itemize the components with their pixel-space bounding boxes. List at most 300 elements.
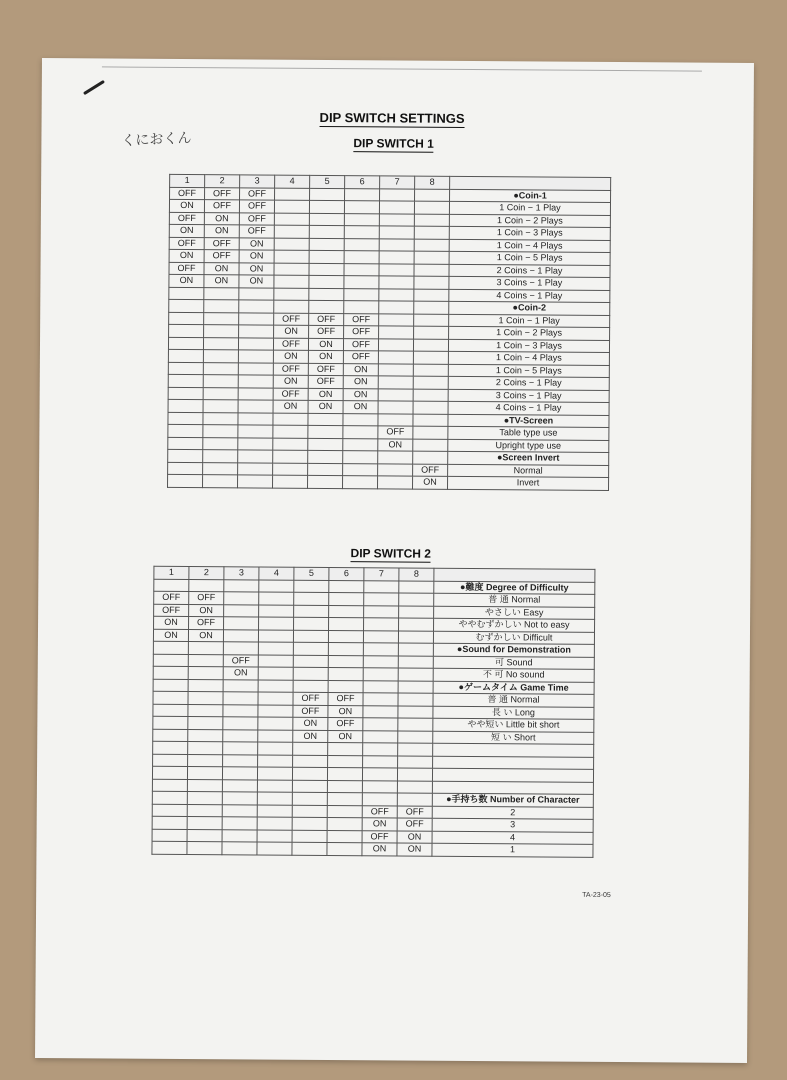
switch-cell xyxy=(398,706,433,719)
switch-cell xyxy=(292,842,327,855)
switch-cell xyxy=(328,755,363,768)
switch-cell xyxy=(398,631,433,644)
switch-cell xyxy=(308,425,343,438)
switch-cell xyxy=(168,374,203,387)
switch-cell: OFF xyxy=(293,692,328,705)
switch-cell xyxy=(152,766,187,779)
switch-cell xyxy=(224,592,259,605)
switch-cell: ON xyxy=(189,604,224,617)
switch-cell xyxy=(273,475,308,488)
switch-cell xyxy=(168,387,203,400)
switch-cell xyxy=(188,654,223,667)
switch-cell xyxy=(154,579,189,592)
switch-cell xyxy=(292,767,327,780)
switch-cell xyxy=(364,580,399,593)
setting-option: 1 Coin − 1 Play xyxy=(449,201,610,215)
switch-cell: ON xyxy=(204,262,239,275)
sw1-switch-number: 7 xyxy=(380,176,415,189)
switch-cell xyxy=(364,605,399,618)
switch-cell xyxy=(378,388,413,401)
sw1-switch-number: 4 xyxy=(275,175,310,188)
switch-cell xyxy=(169,287,204,300)
switch-cell xyxy=(238,425,273,438)
switch-cell xyxy=(398,693,433,706)
switch-cell xyxy=(294,605,329,618)
switch-cell xyxy=(327,843,362,856)
switch-cell xyxy=(239,325,274,338)
switch-cell xyxy=(258,742,293,755)
switch-cell xyxy=(413,439,448,452)
switch-cell xyxy=(238,400,273,413)
switch-cell: ON xyxy=(169,199,204,212)
switch-cell: ON xyxy=(308,388,343,401)
switch-cell xyxy=(327,780,362,793)
switch-cell xyxy=(203,350,238,363)
switch-cell xyxy=(344,213,379,226)
switch-cell xyxy=(413,426,448,439)
switch-cell: ON xyxy=(239,262,274,275)
switch-cell xyxy=(414,251,449,264)
setting-option: Normal xyxy=(448,464,609,478)
setting-option: やさしい Easy xyxy=(434,606,595,620)
switch-cell: OFF xyxy=(274,313,309,326)
switch-cell: OFF xyxy=(293,705,328,718)
sw2-description-header xyxy=(434,568,595,582)
switch-cell xyxy=(152,779,187,792)
switch-cell xyxy=(238,412,273,425)
top-rule xyxy=(102,66,702,71)
setting-heading: ●手持ち数 Number of Character xyxy=(432,793,593,807)
switch-cell xyxy=(328,643,363,656)
switch-cell xyxy=(275,188,310,201)
switch-cell xyxy=(413,339,448,352)
switch-cell xyxy=(344,238,379,251)
setting-option: Table type use xyxy=(448,426,609,440)
switch-cell: OFF xyxy=(362,830,397,843)
switch-cell xyxy=(414,314,449,327)
switch-cell xyxy=(238,387,273,400)
switch-cell xyxy=(223,717,258,730)
switch-cell xyxy=(413,364,448,377)
switch-cell: OFF xyxy=(205,187,240,200)
sw1-switch-number: 5 xyxy=(310,175,345,188)
switch-cell: OFF xyxy=(169,212,204,225)
switch-cell xyxy=(362,780,397,793)
switch-cell xyxy=(378,476,413,489)
switch-cell xyxy=(257,805,292,818)
switch-cell xyxy=(203,337,238,350)
switch-cell xyxy=(292,792,327,805)
switch-cell: OFF xyxy=(154,591,189,604)
switch-cell xyxy=(293,680,328,693)
switch-cell: OFF xyxy=(273,388,308,401)
switch-cell: ON xyxy=(239,237,274,250)
switch-cell xyxy=(169,299,204,312)
switch-cell xyxy=(152,841,187,854)
switch-cell xyxy=(413,389,448,402)
switch-cell: OFF xyxy=(309,325,344,338)
sw2-switch-number: 1 xyxy=(154,566,189,579)
switch-cell xyxy=(152,816,187,829)
switch-cell xyxy=(223,742,258,755)
switch-cell xyxy=(257,830,292,843)
switch-cell xyxy=(413,401,448,414)
switch-cell: OFF xyxy=(308,375,343,388)
setting-option: 1 Coin − 5 Plays xyxy=(449,251,610,265)
switch-cell xyxy=(397,780,432,793)
switch-cell xyxy=(187,792,222,805)
switch-cell xyxy=(328,680,363,693)
switch-cell xyxy=(329,580,364,593)
setting-heading: ●Coin-2 xyxy=(449,301,610,315)
setting-heading: ●難度 Degree of Difficulty xyxy=(434,581,595,595)
switch-cell xyxy=(344,276,379,289)
switch-cell xyxy=(222,792,257,805)
switch-cell xyxy=(379,213,414,226)
sw1-switch-number: 1 xyxy=(170,174,205,187)
switch-cell xyxy=(379,201,414,214)
switch-cell: OFF xyxy=(344,326,379,339)
switch-cell xyxy=(153,716,188,729)
switch-cell xyxy=(204,287,239,300)
switch-cell xyxy=(343,413,378,426)
setting-heading: ●Screen Invert xyxy=(448,451,609,465)
switch-cell xyxy=(258,667,293,680)
switch-cell xyxy=(274,275,309,288)
switch-cell: OFF xyxy=(170,187,205,200)
switch-cell xyxy=(168,412,203,425)
switch-cell xyxy=(380,188,415,201)
switch-cell xyxy=(309,238,344,251)
switch-cell xyxy=(329,605,364,618)
switch-cell xyxy=(327,818,362,831)
switch-cell xyxy=(222,829,257,842)
switch-cell xyxy=(238,475,273,488)
switch-cell xyxy=(414,289,449,302)
switch-cell: ON xyxy=(343,376,378,389)
switch-cell xyxy=(364,593,399,606)
switch-cell xyxy=(308,413,343,426)
switch-cell xyxy=(398,681,433,694)
switch-cell xyxy=(203,475,238,488)
switch-cell xyxy=(238,375,273,388)
switch-cell xyxy=(238,450,273,463)
switch-cell xyxy=(415,189,450,202)
switch-cell xyxy=(222,842,257,855)
switch-cell xyxy=(223,704,258,717)
switch-cell: OFF xyxy=(204,237,239,250)
switch-cell: OFF xyxy=(362,805,397,818)
switch-cell: ON xyxy=(413,476,448,489)
switch-cell xyxy=(188,742,223,755)
switch-cell xyxy=(258,655,293,668)
switch-cell xyxy=(327,793,362,806)
setting-option: 長 い Long xyxy=(433,706,594,720)
switch-cell: ON xyxy=(328,705,363,718)
switch-cell xyxy=(343,426,378,439)
switch-cell xyxy=(344,201,379,214)
switch-cell: ON xyxy=(274,325,309,338)
sw1-switch-number: 6 xyxy=(345,176,380,189)
switch-cell: OFF xyxy=(239,212,274,225)
setting-option: 1 Coin − 3 Plays xyxy=(448,339,609,353)
switch-cell xyxy=(308,463,343,476)
switch-cell xyxy=(379,313,414,326)
switch-cell: OFF xyxy=(273,338,308,351)
setting-option: Upright type use xyxy=(448,439,609,453)
switch-cell: OFF xyxy=(154,604,189,617)
switch-cell xyxy=(168,349,203,362)
switch-cell xyxy=(224,617,259,630)
switch-cell xyxy=(309,300,344,313)
dip-switch-2-table xyxy=(151,566,595,858)
switch-cell xyxy=(258,630,293,643)
switch-cell xyxy=(293,755,328,768)
switch-cell xyxy=(327,805,362,818)
setting-option: 3 Coins − 1 Play xyxy=(448,389,609,403)
switch-cell xyxy=(224,604,259,617)
switch-cell: ON xyxy=(154,616,189,629)
setting-option: 1 xyxy=(432,843,593,857)
switch-cell: OFF xyxy=(169,262,204,275)
switch-cell xyxy=(203,375,238,388)
setting-option: 1 Coin − 2 Plays xyxy=(449,214,610,228)
document-paper xyxy=(35,58,754,1063)
switch-cell xyxy=(344,301,379,314)
switch-cell xyxy=(203,437,238,450)
switch-cell xyxy=(413,414,448,427)
switch-cell: ON xyxy=(273,400,308,413)
switch-cell xyxy=(363,730,398,743)
sw1-description-header xyxy=(450,176,611,190)
switch-cell xyxy=(153,679,188,692)
switch-cell xyxy=(273,438,308,451)
switch-cell xyxy=(259,617,294,630)
switch-cell xyxy=(379,288,414,301)
switch-cell xyxy=(152,829,187,842)
switch-cell xyxy=(238,350,273,363)
switch-cell xyxy=(153,641,188,654)
page-title: DIP SWITCH SETTINGS xyxy=(319,109,465,126)
switch-cell xyxy=(343,463,378,476)
sw1-switch-number: 2 xyxy=(205,175,240,188)
switch-cell xyxy=(187,829,222,842)
switch-cell xyxy=(344,263,379,276)
switch-cell xyxy=(222,804,257,817)
switch-cell xyxy=(343,438,378,451)
setting-heading: ●ゲームタイム Game Time xyxy=(433,681,594,695)
switch-cell xyxy=(258,705,293,718)
switch-cell xyxy=(309,250,344,263)
switch-cell: ON xyxy=(204,225,239,238)
switch-cell xyxy=(378,351,413,364)
switch-cell: OFF xyxy=(309,313,344,326)
switch-cell xyxy=(378,401,413,414)
switch-cell xyxy=(189,579,224,592)
sw2-switch-number: 6 xyxy=(329,568,364,581)
table-row xyxy=(168,474,609,490)
setting-option: 2 Coins − 1 Play xyxy=(448,376,609,390)
switch-cell: OFF xyxy=(397,818,432,831)
switch-cell xyxy=(293,630,328,643)
switch-cell xyxy=(258,717,293,730)
switch-cell xyxy=(363,755,398,768)
setting-option: 1 Coin − 2 Plays xyxy=(449,326,610,340)
switch-cell xyxy=(344,288,379,301)
switch-cell xyxy=(152,791,187,804)
switch-cell xyxy=(239,312,274,325)
switch-cell xyxy=(308,475,343,488)
switch-cell xyxy=(188,729,223,742)
setting-option: 普 通 Normal xyxy=(433,693,594,707)
switch-cell xyxy=(379,326,414,339)
switch-cell: OFF xyxy=(189,617,224,630)
switch-cell xyxy=(238,462,273,475)
switch-cell xyxy=(379,301,414,314)
switch-cell xyxy=(274,288,309,301)
switch-cell xyxy=(203,450,238,463)
switch-cell xyxy=(364,618,399,631)
setting-option: 不 可 No sound xyxy=(433,668,594,682)
switch-cell xyxy=(363,705,398,718)
switch-cell: ON xyxy=(397,830,432,843)
switch-cell xyxy=(344,226,379,239)
switch-cell xyxy=(273,425,308,438)
setting-option: Invert xyxy=(448,476,609,490)
switch-cell: ON xyxy=(169,274,204,287)
switch-cell xyxy=(188,692,223,705)
switch-cell xyxy=(398,718,433,731)
switch-cell xyxy=(328,743,363,756)
switch-cell xyxy=(259,580,294,593)
switch-cell: ON xyxy=(362,843,397,856)
switch-cell xyxy=(308,450,343,463)
switch-cell xyxy=(328,668,363,681)
switch-cell xyxy=(188,642,223,655)
switch-cell xyxy=(379,226,414,239)
switch-cell: ON xyxy=(308,350,343,363)
switch-cell xyxy=(309,288,344,301)
switch-cell xyxy=(398,656,433,669)
switch-cell xyxy=(274,225,309,238)
switch-cell xyxy=(274,263,309,276)
switch-cell xyxy=(274,250,309,263)
setting-option xyxy=(432,768,593,782)
switch-cell xyxy=(327,830,362,843)
setting-option: やや短い Little bit short xyxy=(433,718,594,732)
switch-cell xyxy=(362,793,397,806)
switch-cell: ON xyxy=(343,401,378,414)
switch-cell: OFF xyxy=(240,187,275,200)
switch-cell: OFF xyxy=(189,592,224,605)
switch-cell xyxy=(414,264,449,277)
switch-cell xyxy=(223,692,258,705)
switch-cell xyxy=(413,376,448,389)
switch-cell xyxy=(309,200,344,213)
switch-cell xyxy=(398,731,433,744)
setting-heading: ●Sound for Demonstration xyxy=(433,643,594,657)
switch-cell xyxy=(223,629,258,642)
setting-option: 1 Coin − 4 Plays xyxy=(448,351,609,365)
setting-option: ややむずかしい Not to easy xyxy=(434,618,595,632)
switch-cell: OFF xyxy=(328,693,363,706)
setting-option: 4 Coins − 1 Play xyxy=(449,289,610,303)
document-code: TA-23-05 xyxy=(582,891,611,899)
switch-cell xyxy=(168,424,203,437)
switch-cell xyxy=(378,413,413,426)
switch-cell xyxy=(153,691,188,704)
switch-cell xyxy=(379,251,414,264)
switch-cell xyxy=(329,593,364,606)
switch-cell xyxy=(203,462,238,475)
switch-cell xyxy=(363,668,398,681)
switch-cell xyxy=(329,618,364,631)
switch-cell xyxy=(378,363,413,376)
switch-cell xyxy=(378,463,413,476)
switch-cell xyxy=(363,718,398,731)
switch-cell xyxy=(399,581,434,594)
switch-cell: OFF xyxy=(343,351,378,364)
switch-cell xyxy=(188,667,223,680)
switch-cell: ON xyxy=(223,667,258,680)
switch-cell: ON xyxy=(378,438,413,451)
switch-cell: ON xyxy=(204,275,239,288)
setting-option: 1 Coin − 3 Plays xyxy=(449,226,610,240)
switch-cell xyxy=(257,792,292,805)
switch-cell xyxy=(203,412,238,425)
setting-option: 4 Coins − 1 Play xyxy=(448,401,609,415)
setting-option xyxy=(432,781,593,795)
switch-cell xyxy=(414,326,449,339)
switch-cell xyxy=(258,692,293,705)
switch-cell: ON xyxy=(273,375,308,388)
switch-cell xyxy=(258,680,293,693)
switch-cell xyxy=(168,362,203,375)
switch-cell xyxy=(203,362,238,375)
switch-cell xyxy=(363,680,398,693)
switch-cell xyxy=(414,226,449,239)
switch-cell xyxy=(309,263,344,276)
switch-cell xyxy=(187,779,222,792)
switch-cell: ON xyxy=(328,730,363,743)
switch-cell: OFF xyxy=(343,338,378,351)
sw2-switch-number: 4 xyxy=(259,567,294,580)
switch-cell: ON xyxy=(169,224,204,237)
switch-cell xyxy=(363,743,398,756)
switch-cell: ON xyxy=(153,629,188,642)
switch-cell xyxy=(274,213,309,226)
switch-cell xyxy=(309,213,344,226)
switch-cell xyxy=(398,755,433,768)
switch-cell: ON xyxy=(204,212,239,225)
switch-cell xyxy=(168,337,203,350)
sw1-switch-number: 8 xyxy=(415,176,450,189)
switch-cell: ON xyxy=(343,388,378,401)
switch-cell: ON xyxy=(308,400,343,413)
switch-cell xyxy=(239,300,274,313)
switch-cell xyxy=(414,276,449,289)
switch-cell xyxy=(187,817,222,830)
switch-cell xyxy=(292,780,327,793)
switch-cell: ON xyxy=(397,843,432,856)
switch-cell xyxy=(257,767,292,780)
switch-cell xyxy=(203,387,238,400)
switch-cell xyxy=(309,275,344,288)
sw2-switch-number: 8 xyxy=(399,568,434,581)
switch-cell xyxy=(204,300,239,313)
sw2-switch-number: 3 xyxy=(224,567,259,580)
switch-cell xyxy=(414,301,449,314)
